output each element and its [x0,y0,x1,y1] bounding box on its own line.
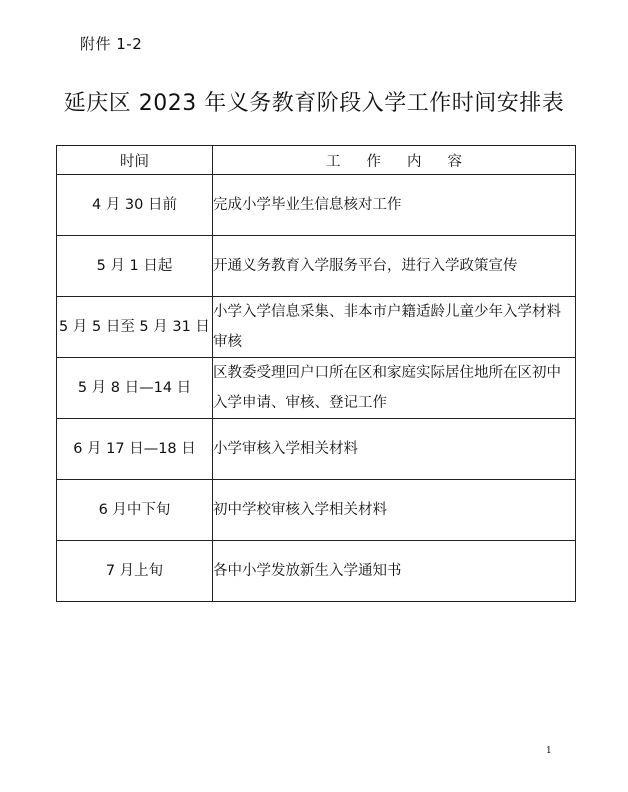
content-cell: 初中学校审核入学相关材料 [213,480,576,541]
table-row [57,480,576,541]
table-row [57,236,576,297]
content-cell: 区教委受理回户口所在区和家庭实际居住地所在区初中入学申请、审核、登记工作 [213,358,576,419]
content-cell: 完成小学毕业生信息核对工作 [213,175,576,236]
attachment-label: 附件 1-2 [80,35,143,53]
time-cell: 4 月 30 日前 [57,175,213,236]
time-cell: 5 月 1 日起 [57,236,213,297]
table-header-row [57,146,576,175]
time-cell: 5 月 8 日—14 日 [57,358,213,419]
time-cell: 6 月中下旬 [57,480,213,541]
content-cell: 开通义务教育入学服务平台，进行入学政策宣传 [213,236,576,297]
table-row [57,358,576,419]
content-cell: 小学审核入学相关材料 [213,419,576,480]
header-content: 工作内容 [213,146,576,175]
content-cell: 小学入学信息采集、非本市户籍适龄儿童少年入学材料审核 [213,297,576,358]
table-row [57,175,576,236]
time-cell: 7 月上旬 [57,541,213,602]
time-cell: 6 月 17 日—18 日 [57,419,213,480]
document-title: 延庆区 2023 年义务教育阶段入学工作时间安排表 [63,91,565,116]
table-row [57,419,576,480]
time-cell: 5 月 5 日至 5 月 31 日 [57,297,213,358]
header-time: 时间 [57,146,213,175]
table-row [57,297,576,358]
page-number: 1 [546,746,552,756]
schedule-table [56,145,576,602]
content-cell: 各中小学发放新生入学通知书 [213,541,576,602]
table-row [57,541,576,602]
